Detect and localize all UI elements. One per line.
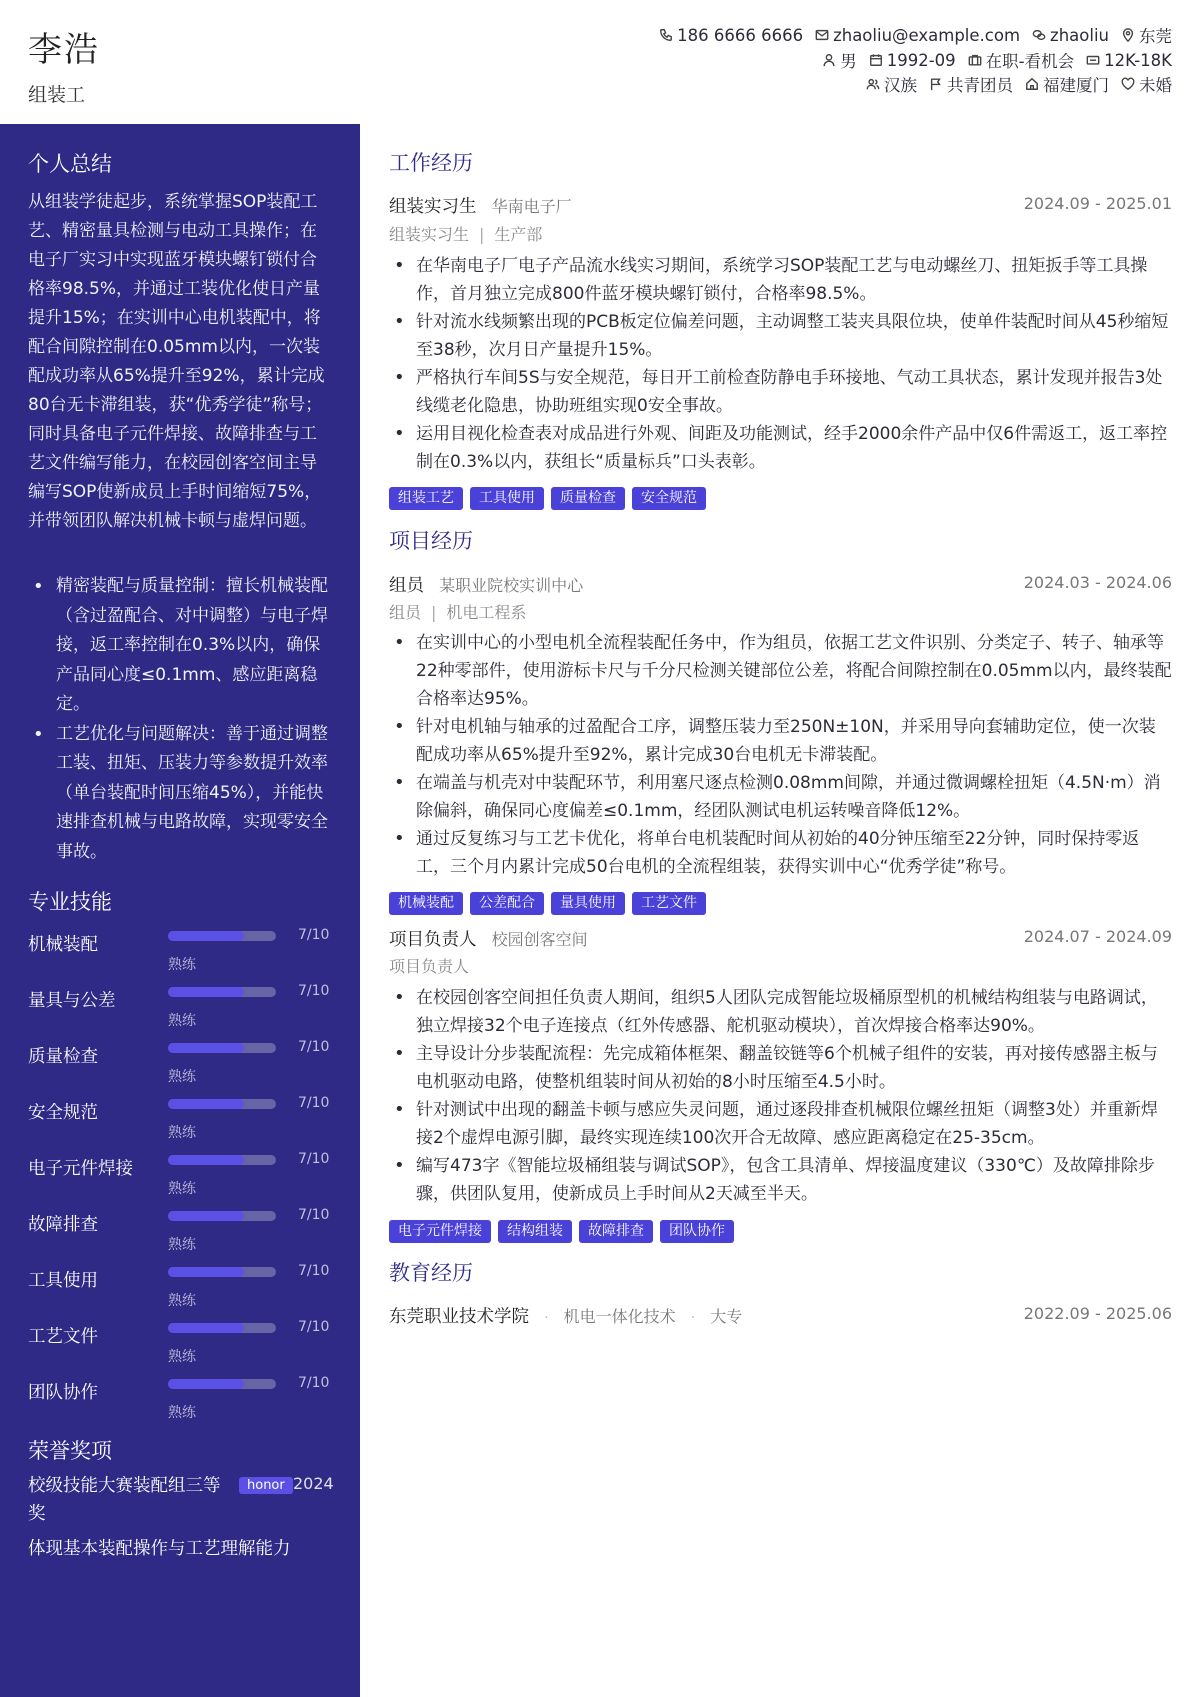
user-icon: [822, 53, 836, 67]
skill-bar: [168, 931, 276, 941]
skill-tag: 工艺文件: [632, 892, 706, 915]
skill-level: 熟练: [168, 1181, 196, 1197]
skill-tag: 量具使用: [551, 892, 625, 915]
skill-tag: 故障排查: [579, 1220, 653, 1243]
award-badge: honor: [239, 1477, 293, 1494]
job-bullets: [389, 252, 1172, 476]
candidate-name: 李浩: [28, 30, 100, 70]
skill-name: 机械装配: [28, 935, 98, 955]
contact-gender: 男: [822, 48, 857, 72]
skill-name: 安全规范: [28, 1103, 98, 1123]
list-item: • 针对流水线频繁出现的PCB板定位偏差问题，主动调整工装夹具限位块，使单件装配时间从45秒缩短至38秒，次月日产量提升15%。: [389, 308, 1172, 364]
job-title: 组装实习生: [389, 197, 477, 217]
skill-bar: [168, 1043, 276, 1053]
project-tags: [389, 892, 706, 915]
project-header: [389, 572, 1172, 596]
skill-bar-fill: [168, 1323, 244, 1333]
home-icon: [1025, 77, 1039, 91]
skill-level: 熟练: [168, 1125, 196, 1141]
project-date: 2024.03 - 2024.06: [1023, 573, 1172, 592]
skill-item: [28, 981, 338, 1033]
job-tags: [389, 487, 706, 510]
skill-item: [28, 1037, 338, 1089]
summary-heading: 个人总结: [28, 152, 112, 176]
skill-bar: [168, 1267, 276, 1277]
skill-level: 熟练: [168, 1013, 196, 1029]
skill-bar-fill: [168, 987, 244, 997]
project-subtitle: 项目负责人: [389, 957, 470, 976]
contact-hometown: 福建厦门: [1025, 72, 1109, 96]
project-header: [389, 926, 1172, 950]
summary-bullets: [28, 572, 333, 867]
list-item: • 在实训中心的小型电机全流程装配任务中，作为组员，依据工艺文件识别、分类定子、转子、轴承等22种零部件，使用游标卡尺与千分尺检测关键部位公差，将配合间隙控制在0.05mm以内，最终装配合格率达95%。: [389, 629, 1172, 713]
contact-birth: 1992-09: [869, 51, 956, 70]
award-title: 校级技能大赛装配组三等奖: [28, 1476, 221, 1524]
list-item: • 在华南电子厂电子产品流水线实习期间，系统学习SOP装配工艺与电动螺丝刀、扭矩扳手等工具操作，首月独立完成800件蓝牙模块螺钉锁付，合格率98.5%。: [389, 252, 1172, 308]
skill-level: 熟练: [168, 1069, 196, 1085]
skill-bar-fill: [168, 1211, 244, 1221]
skill-score: 7/10: [298, 1263, 330, 1279]
skill-score: 7/10: [298, 1095, 330, 1111]
skill-level: 熟练: [168, 1237, 196, 1253]
project-role: 项目负责人: [389, 930, 477, 950]
skill-bar: [168, 1211, 276, 1221]
contact-row-1: [659, 23, 1172, 47]
list-item: • 主导设计分步装配流程：先完成箱体框架、翻盖铰链等6个机械子组件的安装，再对接传感器主板与电机驱动电路，使整机组装时间从初始的8小时压缩至4.5小时。: [389, 1040, 1172, 1096]
skill-bar-fill: [168, 1099, 244, 1109]
project-subtitle: 组员 | 机电工程系: [389, 603, 527, 622]
degree: 大专: [710, 1307, 743, 1326]
skill-bar: [168, 1379, 276, 1389]
people-icon: [866, 77, 880, 91]
contact-row-2: [822, 48, 1172, 72]
list-item: • 在校园创客空间担任负责人期间，组织5人团队完成智能垃圾桶原型机的机械结构组装与电路调试，独立焊接32个电子连接点（红外传感器、舵机驱动模块），首次焊接合格率达90%。: [389, 984, 1172, 1040]
school-name: 东莞职业技术学院: [389, 1307, 529, 1327]
skill-bar-fill: [168, 1267, 244, 1277]
skill-bar-fill: [168, 1043, 244, 1053]
contact-phone: 186 6666 6666: [659, 26, 803, 45]
education-date: 2022.09 - 2025.06: [1023, 1304, 1172, 1323]
list-item: • 针对电机轴与轴承的过盈配合工序，调整压装力至250N±10N，并采用导向套辅助定位，使一次装配成功率从65%提升至92%，累计完成30台电机无卡滞装配。: [389, 713, 1172, 769]
skill-score: 7/10: [298, 927, 330, 943]
skill-item: [28, 1149, 338, 1201]
list-item: • 通过反复练习与工艺卡优化，将单台电机装配时间从初始的40分钟压缩至22分钟，同时保持零返工，三个月内累计完成50台电机的全流程组装，获得实训中心“优秀学徒”称号。: [389, 825, 1172, 881]
skill-item: [28, 1373, 338, 1425]
list-item: • 针对测试中出现的翻盖卡顿与感应失灵问题，通过逐段排查机械限位螺丝扭矩（调整3处）并重新焊接2个虚焊电源引脚，最终实现连续100次开合无故障、感应距离稳定在25-35cm。: [389, 1096, 1172, 1152]
skill-level: 熟练: [168, 1349, 196, 1365]
project-bullets: [389, 984, 1172, 1208]
resume-header: [0, 0, 1200, 124]
skill-level: 熟练: [168, 1405, 196, 1421]
skill-tag: 团队协作: [660, 1220, 734, 1243]
project-date: 2024.07 - 2024.09: [1023, 927, 1172, 946]
contact-location: 东莞: [1121, 23, 1172, 47]
skill-score: 7/10: [298, 1319, 330, 1335]
skill-bar: [168, 1155, 276, 1165]
skill-name: 量具与公差: [28, 991, 116, 1011]
skill-bar: [168, 1099, 276, 1109]
briefcase-icon: [968, 53, 982, 67]
heart-icon: [1121, 77, 1135, 91]
mail-icon: [815, 28, 829, 42]
project-organization: 某职业院校实训中心: [439, 576, 584, 595]
education-entry: 东莞职业技术学院 · 机电一体化技术 · 大专 2022.09 - 2025.06: [389, 1304, 1172, 1327]
skill-score: 7/10: [298, 1375, 330, 1391]
contact-row-3: [866, 72, 1172, 96]
summary-text: 从组装学徒起步，系统掌握SOP装配工艺、精密量具检测与电动工具操作；在电子厂实习中实现蓝牙模块螺钉锁付合格率98.5%，并通过工装优化使日产量提升15%；在实训中心电机装配中，将配合间隙控制在0.05mm以内，一次装配成功率从65%提升至92%，累计完成80台无卡滞组装，获“优秀学徒”称号；同时具备电子元件焊接、故障排查与工艺文件编写能力，在校园创客空间主导编写SOP使新成员上手时间缩短75%，并带领团队解决机械卡顿与虚焊问题。: [28, 192, 325, 531]
award-description: 体现基本装配操作与工艺理解能力: [28, 1539, 291, 1559]
skill-score: 7/10: [298, 1039, 330, 1055]
job-subtitle: 组装实习生 | 生产部: [389, 225, 543, 244]
contact-wechat: zhaoliu: [1032, 26, 1109, 45]
skill-level: 熟练: [168, 957, 196, 973]
skill-name: 质量检查: [28, 1047, 98, 1067]
skill-level: 熟练: [168, 1293, 196, 1309]
skill-item: [28, 1317, 338, 1369]
wechat-icon: [1032, 28, 1046, 42]
skill-bar: [168, 987, 276, 997]
contact-salary: 12K-18K: [1086, 51, 1172, 70]
summary-bullet: • 工艺优化与问题解决：善于通过调整工装、扭矩、压装力等参数提升效率（单台装配时间压缩45%），并能快速排查机械与电路故障，实现零安全事故。: [28, 720, 333, 868]
location-icon: [1121, 28, 1135, 42]
skill-item: [28, 1261, 338, 1313]
job-header: [389, 193, 1172, 217]
skill-score: 7/10: [298, 1207, 330, 1223]
skill-name: 故障排查: [28, 1215, 98, 1235]
work-heading: 工作经历: [389, 151, 473, 175]
skill-item: [28, 925, 338, 977]
skill-tag: 安全规范: [632, 487, 706, 510]
skill-bar-fill: [168, 1379, 244, 1389]
skill-name: 电子元件焊接: [28, 1159, 133, 1179]
skill-tag: 工具使用: [470, 487, 544, 510]
candidate-role: 组装工: [28, 84, 86, 106]
list-item: • 运用目视化检查表对成品进行外观、间距及功能测试，经手2000余件产品中仅6件需返工，返工率控制在0.3%以内，获组长“质量标兵”口头表彰。: [389, 420, 1172, 476]
flag-icon: [929, 77, 943, 91]
contact-politics: 共青团员: [929, 72, 1013, 96]
skill-bar: [168, 1323, 276, 1333]
job-date: 2024.09 - 2025.01: [1023, 194, 1172, 213]
award-year: 2024: [293, 1474, 334, 1493]
skill-tag: 结构组装: [498, 1220, 572, 1243]
contact-email[interactable]: zhaoliu@example.com: [815, 26, 1020, 45]
project-organization: 校园创客空间: [491, 930, 588, 949]
phone-icon: [659, 28, 673, 42]
skill-item: [28, 1205, 338, 1257]
salary-icon: [1086, 53, 1100, 67]
calendar-icon: [869, 53, 883, 67]
contact-status: 在职-看机会: [968, 48, 1074, 72]
skills-heading: 专业技能: [28, 890, 112, 914]
project-role: 组员: [389, 576, 424, 596]
skill-tag: 质量检查: [551, 487, 625, 510]
major: 机电一体化技术: [563, 1307, 676, 1326]
contact-marital: 未婚: [1121, 72, 1172, 96]
skill-name: 团队协作: [28, 1383, 98, 1403]
projects-heading: 项目经历: [389, 529, 473, 553]
awards-heading: 荣誉奖项: [28, 1439, 112, 1463]
project-tags: [389, 1220, 734, 1243]
skill-tag: 公差配合: [470, 892, 544, 915]
project-bullets: [389, 629, 1172, 881]
education-heading: 教育经历: [389, 1261, 473, 1285]
skill-bar-fill: [168, 931, 244, 941]
skill-bar-fill: [168, 1155, 244, 1165]
skill-name: 工具使用: [28, 1271, 98, 1291]
list-item: • 编写473字《智能垃圾桶组装与调试SOP》，包含工具清单、焊接温度建议（330℃）及故障排除步骤，供团队复用，使新成员上手时间从2天减至半天。: [389, 1152, 1172, 1208]
skill-tag: 组装工艺: [389, 487, 463, 510]
award-item: [28, 1472, 333, 1528]
job-organization: 华南电子厂: [491, 197, 572, 216]
skill-score: 7/10: [298, 1151, 330, 1167]
skill-tag: 电子元件焊接: [389, 1220, 491, 1243]
summary-bullet: • 精密装配与质量控制：擅长机械装配（含过盈配合、对中调整）与电子焊接，返工率控制在0.3%以内，确保产品同心度≤0.1mm、感应距离稳定。: [28, 572, 333, 720]
list-item: • 严格执行车间5S与安全规范，每日开工前检查防静电手环接地、气动工具状态，累计发现并报告3处线缆老化隐患，协助班组实现0安全事故。: [389, 364, 1172, 420]
skill-item: [28, 1093, 338, 1145]
list-item: • 在端盖与机壳对中装配环节，利用塞尺逐点检测0.08mm间隙，并通过微调螺栓扭矩（4.5N·m）消除偏斜，确保同心度偏差≤0.1mm，经团队测试电机运转噪音降低12%。: [389, 769, 1172, 825]
skill-tag: 机械装配: [389, 892, 463, 915]
skill-score: 7/10: [298, 983, 330, 999]
contact-ethnicity: 汉族: [866, 72, 917, 96]
skill-name: 工艺文件: [28, 1327, 98, 1347]
